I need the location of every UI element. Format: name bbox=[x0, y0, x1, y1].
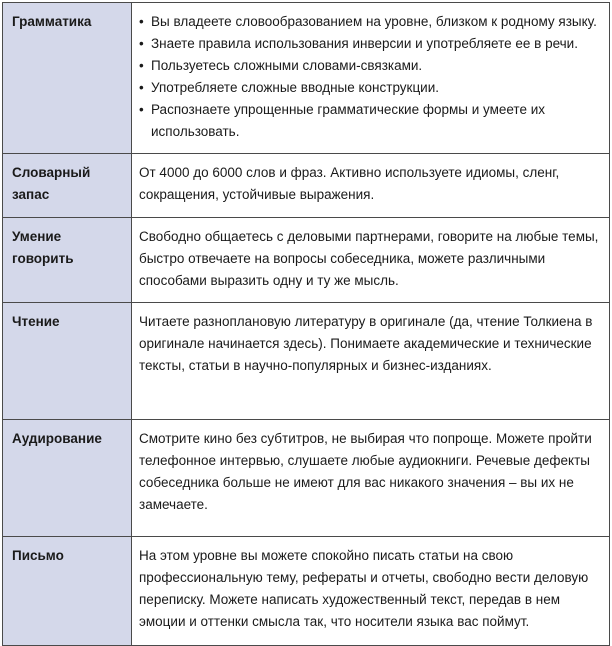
row-label: Аудирование bbox=[3, 420, 132, 537]
row-text: Свободно общаетесь с деловыми партнерами, говорите на любые темы, быстро отвечаете на вопросы собеседника, можете различными способами выразить одну и ту же мысль. bbox=[139, 229, 599, 288]
table-row-vocabulary bbox=[3, 154, 610, 218]
table-row-grammar bbox=[3, 3, 610, 154]
list-item: • Распознаете упрощенные грамматические формы и умеете их использовать. bbox=[139, 99, 599, 143]
row-text: Смотрите кино без субтитров, не выбирая что попроще. Можете пройти телефонное интервью, слушаете любые аудиокниги. Речевые дефекты собеседника больше не имеют для вас никакого значения – вы их не замечаете. bbox=[139, 431, 592, 512]
row-label: Умение говорить bbox=[3, 218, 132, 303]
row-content bbox=[132, 537, 610, 646]
list-item: • Знаете правила использования инверсии и употребляете ее в речи. bbox=[139, 33, 599, 55]
row-text: На этом уровне вы можете спокойно писать статьи на свою профессиональную тему, рефераты и отчеты, свободно вести деловую переписку. Можете написать художественный текст, передав в нем эмоции и оттенки смысла так, что носители языка вас поймут. bbox=[139, 548, 589, 629]
row-content bbox=[132, 218, 610, 303]
row-content bbox=[132, 303, 610, 420]
row-content bbox=[132, 3, 610, 154]
skills-table bbox=[2, 2, 610, 646]
row-text: Читаете разноплановую литературу в оригинале (да, чтение Толкиена в оригинале начинается здесь). Понимаете академические и технические тексты, статьи в научно-популярных и бизнес-изданиях. bbox=[139, 314, 593, 373]
table-row-writing bbox=[3, 537, 610, 646]
table-row-speaking bbox=[3, 218, 610, 303]
row-label: Словарный запас bbox=[3, 154, 132, 218]
table-row-reading bbox=[3, 303, 610, 420]
row-content bbox=[132, 420, 610, 537]
row-text: От 4000 до 6000 слов и фраз. Активно используете идиомы, сленг, сокращения, устойчивые выражения. bbox=[139, 165, 560, 202]
row-content bbox=[132, 154, 610, 218]
list-item: • Вы владеете словообразованием на уровне, близком к родному языку. bbox=[139, 11, 599, 33]
table-row-listening bbox=[3, 420, 610, 537]
row-label: Чтение bbox=[3, 303, 132, 420]
row-label: Грамматика bbox=[3, 3, 132, 154]
list-item: • Пользуетесь сложными словами-связками. bbox=[139, 55, 599, 77]
row-label: Письмо bbox=[3, 537, 132, 646]
grammar-list bbox=[139, 11, 599, 143]
list-item: • Употребляете сложные вводные конструкции. bbox=[139, 77, 599, 99]
